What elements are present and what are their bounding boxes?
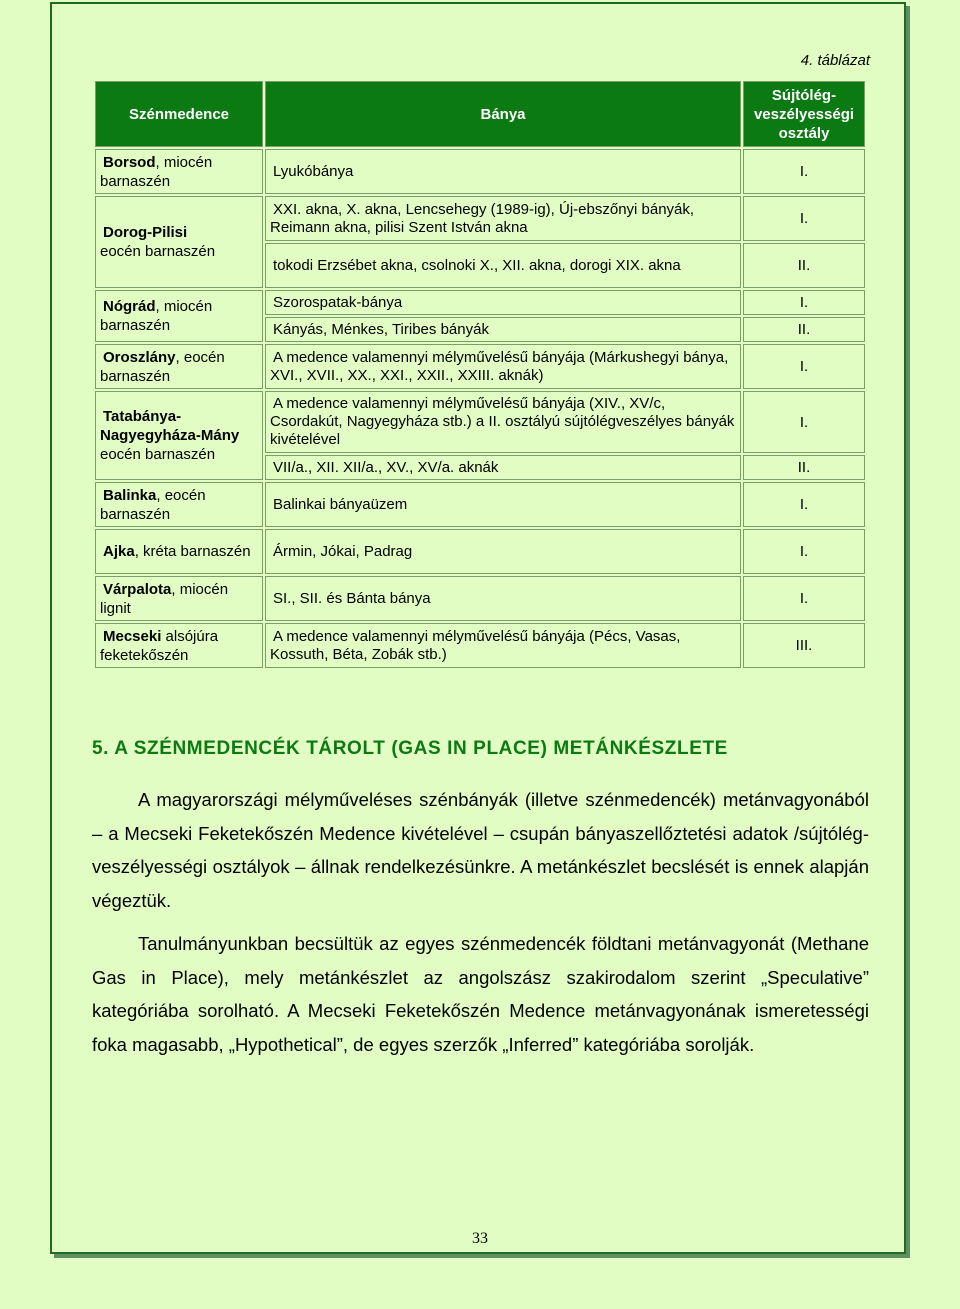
basin-name: Balinka (103, 486, 157, 504)
table-header-row (95, 81, 865, 147)
mine-cell (265, 149, 741, 194)
table-row (95, 391, 865, 453)
basin-cell (95, 196, 263, 288)
mine-cell (265, 317, 741, 342)
body-paragraph: A magyarországi mélyműveléses szénbányák (illetve szénmedencék) metánvagyonából – a Mecseki Feketekőszén Medence kivételével – csupán bányaszellőztetési adatok /sújtólég-veszélyességi osztályok – állnak rendelkezésünkre. A metánkészlet becslését is ennek alapján végeztük. (92, 789, 869, 911)
header-class-line: osztály (778, 124, 830, 142)
class-cell: I. (743, 529, 865, 574)
class-cell: III. (743, 623, 865, 668)
mine-text: Szorospatak-bánya (273, 293, 403, 311)
mine-text: Kányás, Ménkes, Tiribes bányák (273, 320, 489, 338)
table-row (95, 149, 865, 194)
mine-cell (265, 344, 741, 389)
mine-text: A medence valamennyi mélyművelésű bányája (Márkushegyi bánya, XVI., XVII., XX., XXI., XXII., XXIII. aknák) (270, 348, 729, 384)
mine-text: A medence valamennyi mélyművelésű bányája (Pécs, Vasas, Kossuth, Béta, Zobák stb.) (270, 627, 681, 663)
mine-cell (265, 243, 741, 288)
class-cell: I. (743, 344, 865, 389)
basin-cell (95, 290, 263, 342)
basin-desc: , eocén barnaszén (100, 348, 225, 385)
mine-text: A medence valamennyi mélyművelésű bányája (XIV., XV/c, Csordakút, Nagyegyháza stb.) a II. osztályú sújtólégveszélyes bányák kivételével (270, 395, 735, 448)
mine-cell (265, 623, 741, 668)
basin-cell (95, 482, 263, 527)
basin-desc: eocén barnaszén (100, 243, 216, 260)
table-row (95, 482, 865, 527)
header-mine: Bánya (265, 81, 741, 147)
mine-text: Ármin, Jókai, Padrag (273, 542, 413, 560)
mine-text: Balinkai bányaüzem (273, 495, 408, 513)
basin-desc: , kréta barnaszén (134, 543, 251, 560)
mine-cell (265, 391, 741, 453)
body-paragraph: Tanulmányunkban becsültük az egyes szénmedencék földtani metánvagyonát (Methane Gas in Place), mely metánkészlet az angolszász szakirodalom szerint „Speculative” kategóriába sorolható. A Mecseki Feketekőszén Medence metánvagyonának ismeretességi foka magasabb, „Hypothetical”, de egyes szerzők „Inferred” kategóriába sorolják. (92, 933, 869, 1055)
mine-cell (265, 576, 741, 621)
basin-desc: , miocén lignit (100, 580, 229, 617)
class-cell: I. (743, 482, 865, 527)
section-number: 5. (92, 738, 110, 759)
basin-name: Dorog-Pilisi (103, 224, 188, 241)
class-cell: II. (743, 317, 865, 342)
basin-desc: alsójúra feketekőszén (100, 627, 219, 664)
class-cell: II. (743, 455, 865, 480)
mine-cell (265, 455, 741, 480)
table-row (95, 290, 865, 315)
mine-text: tokodi Erzsébet akna, csolnoki X., XII. akna, dorogi XIX. akna (273, 256, 681, 274)
table-row (95, 529, 865, 574)
basin-cell (95, 344, 263, 389)
header-basin: Szénmedence (95, 81, 263, 147)
basin-name: Mecseki (103, 627, 162, 645)
basin-desc: , miocén barnaszén (100, 153, 213, 190)
basin-cell (95, 576, 263, 621)
basin-name: Oroszlány (103, 348, 176, 366)
class-cell: I. (743, 576, 865, 621)
mine-text: XXI. akna, X. akna, Lencsehegy (1989-ig), Új-ebszőnyi bányák, Reimann akna, pilisi Szent István akna (270, 200, 695, 236)
section-heading (92, 738, 728, 760)
mine-classification-table (93, 79, 867, 670)
class-cell: I. (743, 290, 865, 315)
basin-name: Várpalota (103, 580, 172, 598)
basin-name: Nógrád (103, 298, 156, 315)
mine-cell (265, 290, 741, 315)
basin-cell (95, 623, 263, 668)
basin-name: Tatabánya-Nagyegyháza-Mány (100, 408, 240, 444)
mine-text: Lyukóbánya (273, 162, 354, 180)
header-class (743, 81, 865, 147)
class-cell: I. (743, 196, 865, 241)
basin-desc: eocén barnaszén (100, 446, 216, 463)
table-row (95, 623, 865, 668)
class-cell: I. (743, 149, 865, 194)
mine-cell (265, 529, 741, 574)
basin-cell (95, 529, 263, 574)
basin-name: Borsod (103, 153, 156, 171)
mine-cell (265, 196, 741, 241)
mine-text: SI., SII. és Bánta bánya (273, 589, 431, 607)
basin-name: Ajka (103, 543, 135, 560)
table-row (95, 576, 865, 621)
header-class-line: Sújtólég- (771, 86, 837, 104)
basin-cell (95, 149, 263, 194)
table-row (95, 344, 865, 389)
section-title: A SZÉNMEDENCÉK TÁROLT (GAS IN PLACE) METÁNKÉSZLETE (114, 738, 728, 759)
basin-desc: , eocén barnaszén (100, 486, 206, 523)
class-cell: I. (743, 391, 865, 453)
page-number: 33 (472, 1230, 488, 1247)
class-cell: II. (743, 243, 865, 288)
basin-desc: , miocén barnaszén (100, 298, 213, 334)
table-caption: 4. táblázat (800, 52, 870, 69)
header-class-line: veszélyességi (753, 105, 855, 123)
mine-text: VII/a., XII. XII/a., XV., XV/a. aknák (273, 458, 499, 476)
table-row (95, 196, 865, 241)
basin-cell (95, 391, 263, 480)
mine-cell (265, 482, 741, 527)
